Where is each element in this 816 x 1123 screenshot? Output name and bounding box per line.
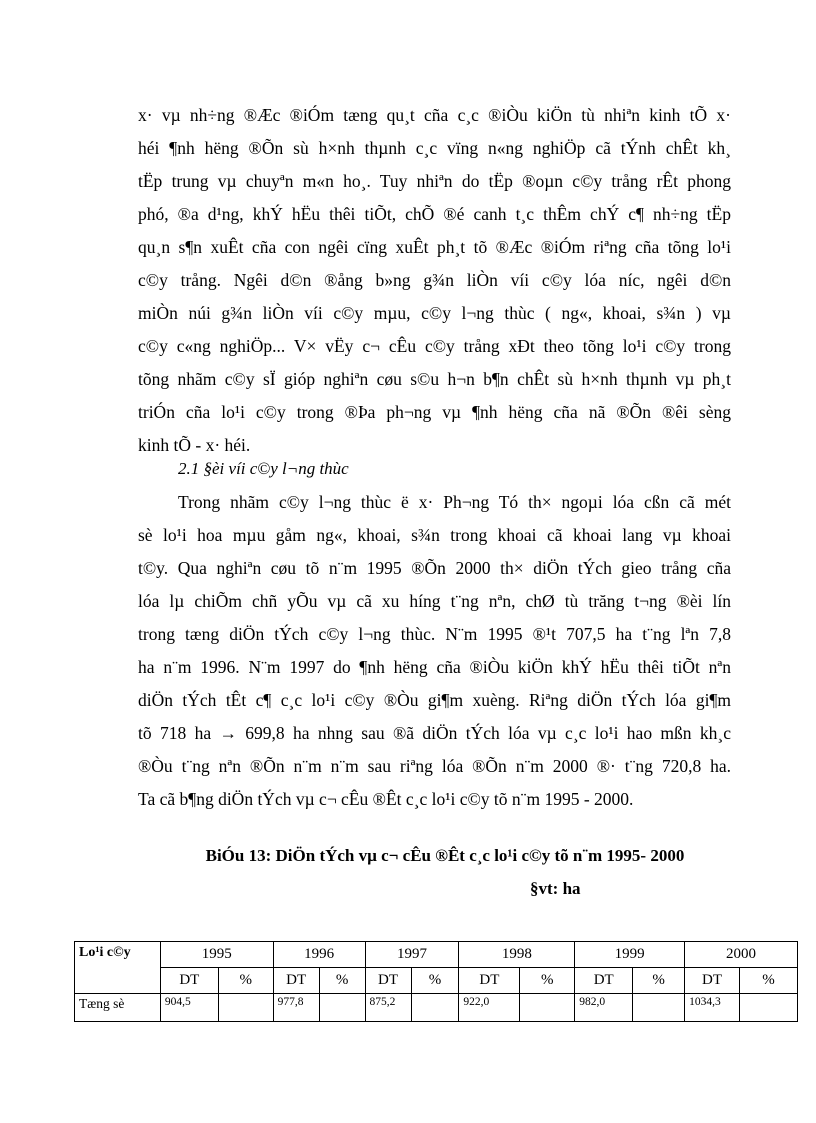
text-line: kinh tÕ - x· héi. — [138, 435, 251, 455]
text-line: trong tæng diÖn tÝch c©y l¬ng thùc. N¨m 1995 ®¹t 707,5 ha t¨ng lªn 7,8 — [138, 624, 731, 644]
text-line: qu¸n s¶n xuÊt cña con ngêi cïng xuÊt ph¸t tõ ®Æc ®iÓm riªng cña tõng lo¹i — [138, 237, 731, 257]
column-header-year: 1995 — [160, 942, 273, 968]
subheader-percent: % — [633, 968, 685, 994]
subheader-percent: % — [319, 968, 365, 994]
text-line: ®Òu t¨ng nªn ®Õn n¨m n¨m sau riªng lóa ®Õn n¨m 2000 ®· t¨ng 720,8 ha. — [138, 756, 731, 776]
text-line: c©y c«ng nghiÖp... V× vËy c¬ cÊu c©y trång xÐt theo tõng lo¹i c©y trong — [138, 336, 731, 356]
section-heading: 2.1 §èi víi c©y l¬ng thùc — [178, 459, 349, 478]
subheader-percent: % — [411, 968, 459, 994]
cell-dt: 977,8 — [273, 994, 319, 1022]
table-unit: §vt: ha — [530, 879, 581, 898]
text-line: sè lo¹i hoa mµu gåm ng«, khoai, s¾n trong khoai cã khoai lang vµ khoai — [138, 525, 731, 545]
row-label: Tæng sè — [75, 994, 161, 1022]
text-line: triÓn cña lo¹i c©y trong ®Þa ph¬ng vµ ¶nh hëng cña nã ®Õn ®êi sèng — [138, 402, 731, 422]
text-line: tËp trung vµ chuyªn m«n ho¸. Tuy nhiªn do tËp ®oµn c©y trång rÊt phong — [138, 171, 731, 191]
cell-percent — [520, 994, 575, 1022]
text-line: c©y trång. Ngêi d©n ®ång b»ng g¾n liÒn víi c©y lóa níc, ngêi d©n — [138, 270, 731, 290]
subheader-dt: DT — [459, 968, 520, 994]
cell-percent — [411, 994, 459, 1022]
column-header-type: Lo¹i c©y — [75, 942, 161, 994]
text-line: tõng nhãm c©y sÏ gióp nghiªn cøu s©u h¬n b¶n chÊt sù h×nh thµnh vµ ph¸t — [138, 369, 731, 389]
text-line: héi ¶nh hëng ®Õn sù h×nh thµnh c¸c vïng n«ng nghiÖp cã tÝnh chÊt kh¸ — [138, 138, 731, 158]
column-header-year: 1997 — [365, 942, 459, 968]
text-line: Ta cã b¶ng diÖn tÝch vµ c¬ cÊu ®Êt c¸c lo¹i c©y tõ n¨m 1995 - 2000. — [138, 789, 634, 809]
table-caption: BiÓu 13: DiÖn tÝch vµ c¬ cÊu ®Êt c¸c lo¹i c©y tõ n¨m 1995- 2000 — [205, 846, 685, 865]
text-line: phó, ®a d¹ng, khÝ hËu thêi tiÕt, chÕ ®é canh t¸c thÊm chÝ c¶ nh÷ng tËp — [138, 204, 731, 224]
cell-dt: 1034,3 — [685, 994, 740, 1022]
table-subheader-row — [75, 968, 798, 994]
subheader-percent: % — [740, 968, 798, 994]
text-line: t©y. Qua nghiªn cøu tõ n¨m 1995 ®Õn 2000 th× diÖn tÝch gieo trång cña — [138, 558, 731, 578]
cell-percent — [218, 994, 273, 1022]
column-header-year: 2000 — [685, 942, 798, 968]
subheader-dt: DT — [365, 968, 411, 994]
cell-percent — [319, 994, 365, 1022]
cell-dt: 982,0 — [575, 994, 633, 1022]
cell-dt: 922,0 — [459, 994, 520, 1022]
subheader-dt: DT — [685, 968, 740, 994]
column-header-year: 1998 — [459, 942, 575, 968]
table-row — [75, 994, 798, 1022]
text-line: ha n¨m 1996. N¨m 1997 do ¶nh hëng cña ®iÒu kiÖn khÝ hËu thêi tiÕt nªn — [138, 657, 731, 677]
cell-dt: 875,2 — [365, 994, 411, 1022]
subheader-dt: DT — [273, 968, 319, 994]
cell-percent — [633, 994, 685, 1022]
table-header-row — [75, 942, 798, 968]
text-line: diÖn tÝch tÊt c¶ c¸c lo¹i c©y ®Òu gi¶m xuèng. Riªng diÖn tÝch lóa gi¶m — [138, 690, 731, 710]
subheader-dt: DT — [575, 968, 633, 994]
text-line: tõ 718 ha → 699,8 ha nhng sau ®ã diÖn tÝch lóa vµ c¸c lo¹i hao mßn kh¸c — [138, 723, 731, 743]
text-line: lóa lµ chiÕm chñ yÕu vµ cã xu híng t¨ng nªn, chØ tù trăng t¬ng ®èi lín — [138, 591, 731, 611]
text-line: miÒn núi g¾n liÒn víi c©y mµu, c©y l¬ng thùc ( ng«, khoai, s¾n ) vµ — [138, 303, 731, 323]
column-header-year: 1999 — [575, 942, 685, 968]
text-line: Trong nhãm c©y l¬ng thùc ë x· Ph¬ng Tó th× ngoµi lóa cßn cã mét — [178, 492, 731, 512]
cell-dt: 904,5 — [160, 994, 218, 1022]
subheader-dt: DT — [160, 968, 218, 994]
column-header-year: 1996 — [273, 942, 365, 968]
data-table — [74, 941, 798, 1022]
subheader-percent: % — [218, 968, 273, 994]
text-line: x· vµ nh÷ng ®Æc ®iÓm tæng qu¸t cña c¸c ®iÒu kiÖn tù nhiªn kinh tÕ x· — [138, 105, 731, 125]
subheader-percent: % — [520, 968, 575, 994]
cell-percent — [740, 994, 798, 1022]
